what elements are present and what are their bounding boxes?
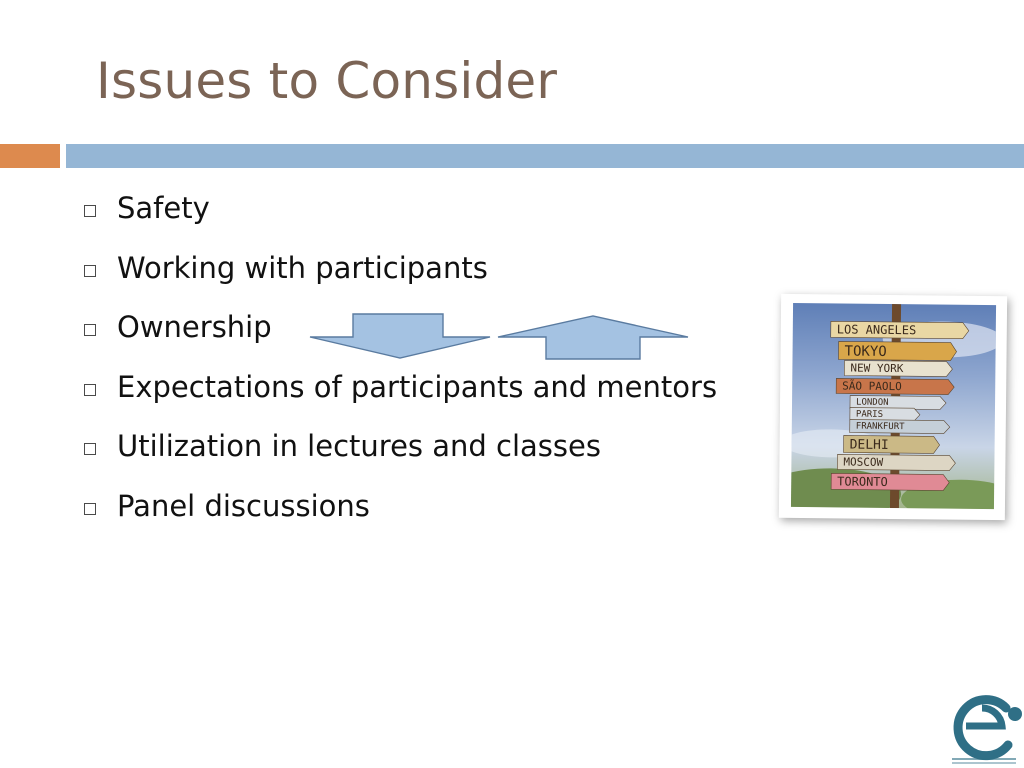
e3-logo bbox=[944, 690, 1024, 768]
slide-title: Issues to Consider bbox=[96, 52, 558, 110]
bullet-item bbox=[80, 251, 717, 311]
bullet-text: Ownership bbox=[117, 310, 272, 344]
accent-bar-blue bbox=[66, 144, 1024, 168]
sign-board bbox=[836, 378, 954, 394]
down-arrow-icon bbox=[310, 314, 490, 358]
square-bullet-icon bbox=[84, 265, 96, 277]
sign-label: SÃO PAOLO bbox=[842, 379, 902, 394]
sign-boards bbox=[829, 321, 969, 490]
photo-image bbox=[791, 303, 996, 509]
square-bullet-icon bbox=[84, 503, 96, 515]
sign-label: LOS ANGELES bbox=[836, 322, 917, 338]
bullet-text: Utilization in lectures and classes bbox=[117, 429, 601, 463]
accent-bar-orange bbox=[0, 144, 60, 168]
sign-board bbox=[831, 321, 969, 338]
sign-label: TOKYO bbox=[844, 343, 887, 360]
signpost-illustration bbox=[791, 303, 996, 509]
sign-board bbox=[831, 473, 949, 490]
sign-board bbox=[850, 408, 920, 422]
square-bullet-icon bbox=[84, 205, 96, 217]
sign-label: MOSCOW bbox=[843, 455, 884, 469]
square-bullet-icon bbox=[84, 443, 96, 455]
sign-label: PARIS bbox=[855, 409, 884, 420]
sign-label: NEW YORK bbox=[850, 361, 904, 376]
bullet-text: Panel discussions bbox=[117, 488, 370, 523]
bullet-item bbox=[80, 370, 717, 430]
bullet-text: Working with participants bbox=[117, 250, 488, 285]
square-bullet-icon bbox=[84, 384, 96, 396]
sign-label: LONDON bbox=[855, 397, 889, 408]
up-arrow-icon bbox=[498, 316, 688, 359]
sign-board bbox=[850, 420, 950, 434]
bullet-item bbox=[80, 429, 717, 489]
bullet-item bbox=[80, 191, 717, 251]
signpost-photo bbox=[779, 294, 1007, 520]
sign-board bbox=[837, 454, 955, 470]
sign-board bbox=[838, 341, 956, 360]
sign-label: FRANKFURT bbox=[855, 421, 905, 433]
sign-board bbox=[844, 435, 940, 453]
square-bullet-icon bbox=[84, 324, 96, 336]
sign-board bbox=[844, 360, 952, 376]
arrows-graphic bbox=[300, 310, 700, 366]
bullet-text: Safety bbox=[117, 191, 210, 225]
sign-label: DELHI bbox=[849, 437, 889, 453]
bullet-item bbox=[80, 489, 717, 549]
bullet-list bbox=[80, 191, 717, 548]
bullet-text: Expectations of participants and mentors bbox=[117, 369, 718, 404]
sign-label: TORONTO bbox=[837, 474, 888, 489]
